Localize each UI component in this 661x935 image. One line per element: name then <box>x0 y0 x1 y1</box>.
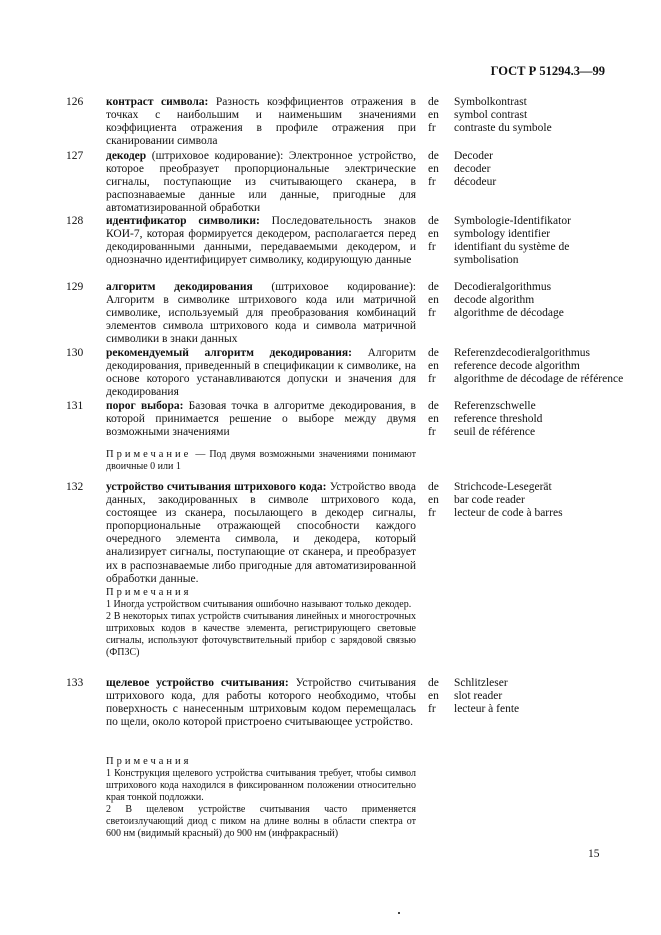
entry-number: 126 <box>66 96 84 108</box>
translations <box>428 215 624 267</box>
translation-fr: lecteur de code à barres <box>454 507 563 520</box>
translation-fr: algorithme de décodage <box>454 307 564 320</box>
translation-fr: contraste du symbole <box>454 122 552 135</box>
translation-fr: algorithme de décodage de référence <box>454 373 624 386</box>
translation-en: reference decode algorithm <box>454 360 580 373</box>
lang-en: en <box>428 494 439 507</box>
entry-number: 129 <box>66 281 84 293</box>
lang-de: de <box>428 677 439 689</box>
translation-en: slot reader <box>454 690 503 703</box>
notes-label: Примечания <box>106 756 192 767</box>
definition-text: (штриховое кодирование): Электронное устройство, которое преобразует пропорциональные электрические сигналы, поступающие из считывающего сканера, в распознаваемые данные или данные, пригодные для автоматизированной обработки <box>106 150 416 215</box>
lang-fr: fr <box>428 176 436 189</box>
lang-fr: fr <box>428 426 436 439</box>
translations <box>428 96 624 135</box>
entry-number: 130 <box>66 347 84 359</box>
entry-number: 131 <box>66 400 84 412</box>
definition-text: Базовая точка в алгоритме декодирования, в которой принимается решение о выборе между двумя возможными значениями <box>106 400 416 439</box>
lang-de: de <box>428 281 439 293</box>
entry-definition <box>106 347 416 399</box>
lang-fr: fr <box>428 241 436 254</box>
translation-de: Schlitzleser <box>454 677 508 689</box>
note-item: 1 Конструкция щелевого устройства считывания требует, чтобы символ штрихового кода находился в фиксированном положении относительно края тонкой подложки. <box>106 768 416 803</box>
translation-de: Symbolkontrast <box>454 96 527 108</box>
note-131 <box>106 449 416 473</box>
entry-definition <box>106 215 416 267</box>
entry-definition <box>106 400 416 439</box>
entry-term: порог выбора: <box>106 400 184 412</box>
entry-number: 133 <box>66 677 84 689</box>
lang-de: de <box>428 400 439 412</box>
lang-de: de <box>428 96 439 108</box>
entry-term: рекомендуемый алгоритм декодирования: <box>106 347 352 359</box>
entry-definition <box>106 481 416 586</box>
entry-number: 127 <box>66 150 84 162</box>
entry-term: идентификатор символики: <box>106 215 260 227</box>
entry-definition <box>106 281 416 346</box>
definition-text: Разность коэффициентов отражения в точках с наибольшим и наименьшим значениями коэффициента отражения в профиле отражения при сканировании символа <box>106 96 416 148</box>
translation-fr: lecteur à fente <box>454 703 520 716</box>
translation-de: Decoder <box>454 150 493 162</box>
note-item: 1 Иногда устройством считывания ошибочно называют только декодер. <box>106 599 412 610</box>
definition-text: Последовательность знаков КОИ-7, которая формируется декодером, располагается перед декодированными данными, передаваемыми декодером, и однозначно идентифицирует символику, кодирующую данные <box>106 215 416 267</box>
translation-de: Referenzschwelle <box>454 400 536 412</box>
lang-fr: fr <box>428 307 436 320</box>
translation-en: reference threshold <box>454 413 543 426</box>
translation-en: symbol contrast <box>454 109 528 122</box>
note-item: 2 В щелевом устройстве считывания часто применяется светоизлучающий диод с пиком на длине волны в области спектра от 600 нм (видимый красный) до 900 нм (инфракрасный) <box>106 804 416 839</box>
entry-term: щелевое устройство считывания: <box>106 677 289 689</box>
lang-en: en <box>428 109 439 122</box>
translation-en: decode algorithm <box>454 294 535 307</box>
translations <box>428 400 624 439</box>
definition-text: Устройство ввода данных, закодированных в символе штрихового кода, состоящее из сканера, посылающего в декодер сигналы, пропорциональные отражающей способности каждого очередного элемента символа, и декодера, который анализирует сигналы, поступающие от сканера, и преобразует их в распознаваемые либо пригодные для автоматизированной обработки данные. <box>106 481 416 585</box>
entry-term: устройство считывания штрихового кода: <box>106 481 327 493</box>
translation-de: Strichcode-Lesegerät <box>454 481 552 493</box>
notes-132 <box>106 587 416 659</box>
translation-en: decoder <box>454 163 491 176</box>
translations <box>428 347 624 386</box>
scan-speck <box>398 912 400 914</box>
lang-de: de <box>428 150 439 162</box>
lang-fr: fr <box>428 122 436 135</box>
entry-term: алгоритм декодирования <box>106 281 253 293</box>
translation-fr: décodeur <box>454 176 497 189</box>
lang-en: en <box>428 163 439 176</box>
entry-definition <box>106 677 416 729</box>
note-text: — Под двумя возможными значениями понимают двоичные 0 или 1 <box>106 449 416 472</box>
definition-text: Алгоритм декодирования, приведенный в спецификации к символике, на основе которого устанавливаются допуски и значения для декодирования <box>106 347 417 399</box>
translation-fr: identifiant du système de symbolisation <box>454 241 570 267</box>
document-header: ГОСТ Р 51294.3—99 <box>490 64 605 78</box>
notes-133 <box>106 756 416 840</box>
lang-de: de <box>428 347 439 359</box>
definition-text: Устройство считывания штрихового кода, для работы которого необходимо, чтобы поверхность с нанесенным штриховым кодом перемещалась по щели, около которой пристроено считывающее устройство. <box>106 677 416 729</box>
lang-de: de <box>428 481 439 493</box>
lang-fr: fr <box>428 373 436 386</box>
translation-de: Referenzdecodieralgorithmus <box>454 347 591 359</box>
lang-en: en <box>428 228 439 241</box>
lang-en: en <box>428 413 439 426</box>
entry-term: контраст символа: <box>106 96 209 108</box>
definition-text: (штриховое кодирование): Алгоритм в символике штрихового кода или матричной символике, используемый для преобразования комбинаций элементов символа штрихового кода и символа матричной символики в знаки данных <box>106 281 416 346</box>
lang-de: de <box>428 215 439 227</box>
entry-number: 128 <box>66 215 84 227</box>
translation-de: Decodieralgorithmus <box>454 281 552 293</box>
lang-fr: fr <box>428 507 436 520</box>
page-number: 15 <box>588 848 600 860</box>
translation-en: bar code reader <box>454 494 525 507</box>
translations <box>428 150 624 189</box>
translation-de: Symbologie-Identifikator <box>454 215 571 227</box>
entry-number: 132 <box>66 481 84 493</box>
lang-en: en <box>428 294 439 307</box>
entry-definition <box>106 96 416 148</box>
notes-label: Примечания <box>106 587 192 598</box>
translations <box>428 481 624 520</box>
lang-en: en <box>428 690 439 703</box>
lang-en: en <box>428 360 439 373</box>
lang-fr: fr <box>428 703 436 716</box>
translation-en: symbology identifier <box>454 228 551 241</box>
entry-definition <box>106 150 416 215</box>
note-label: Примечание <box>106 449 192 460</box>
note-item: 2 В некоторых типах устройств считывания линейных и многострочных штриховых кодов в качестве элемента, регистрирующего световые сигналы, используют фоточувствительный прибор с зарядовой связью (ФПЗС) <box>106 611 416 658</box>
translation-fr: seuil de référence <box>454 426 536 439</box>
entry-term: декодер <box>106 150 147 162</box>
translations <box>428 677 624 716</box>
translations <box>428 281 624 320</box>
